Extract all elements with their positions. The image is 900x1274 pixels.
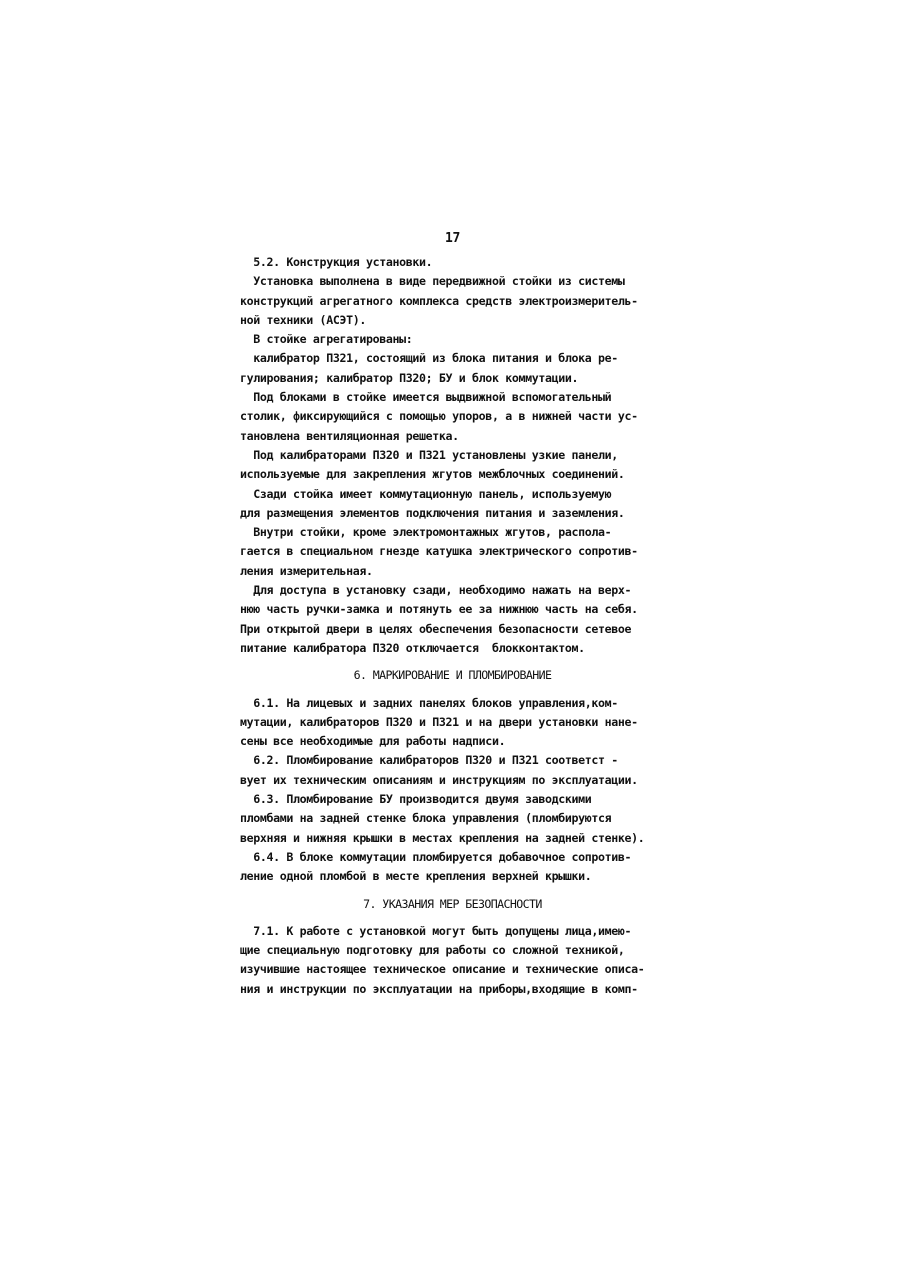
text-line: сены все необходимые для работы надписи.: [240, 734, 506, 749]
text-line: используемые для закрепления жгутов межблочных соединений.: [240, 467, 625, 482]
text-line: ной техники (АСЭТ).: [240, 312, 366, 327]
text-line: гулирования; калибратор П320; БУ и блок коммутации.: [240, 370, 579, 385]
text-line: ния и инструкции по эксплуатации на приборы,входящие в комп-: [240, 981, 638, 996]
text-line: столик, фиксирующийся с помощью упоров, а в нижней части ус-: [240, 409, 638, 424]
text-line: конструкций агрегатного комплекса средств электроизмеритель-: [240, 293, 638, 308]
text-line: пломбами на задней стенке блока управления (пломбируются: [240, 811, 612, 826]
section-7-heading: 7. УКАЗАНИЯ МЕР БЕЗОПАСНОСТИ: [363, 896, 542, 911]
section-6-heading: 6. МАРКИРОВАНИЕ И ПЛОМБИРОВАНИЕ: [353, 668, 552, 683]
text-line: нюю часть ручки-замка и потянуть ее за нижнюю часть на себя.: [240, 602, 638, 617]
text-line: Под блоками в стойке имеется выдвижной вспомогательный: [240, 390, 612, 405]
text-line: Для доступа в установку сзади, необходимо нажать на верх-: [240, 583, 632, 598]
text-line: верхняя и нижняя крышки в местах крепления на задней стенке).: [240, 830, 645, 845]
text-line: 6.2. Пломбирование калибраторов П320 и П321 соответст -: [240, 753, 618, 768]
text-line: 7.1. К работе с установкой могут быть допущены лица,имею-: [240, 923, 632, 938]
text-line: мутации, калибраторов П320 и П321 и на двери установки нане-: [240, 714, 638, 729]
page-text: [240, 228, 665, 999]
text-line: тановлена вентиляционная решетка.: [240, 428, 459, 443]
text-line: 6.4. В блоке коммутации пломбируется добавочное сопротив-: [240, 849, 632, 864]
text-line: 6.1. На лицевых и задних панелях блоков управления,ком-: [240, 695, 618, 710]
text-line: ление одной пломбой в месте крепления верхней крышки.: [240, 869, 592, 884]
text-line: Сзади стойка имеет коммутационную панель, используемую: [240, 486, 612, 501]
text-line: ления измерительная.: [240, 563, 373, 578]
text-line: вует их техническим описаниям и инструкциям по эксплуатации.: [240, 772, 638, 787]
section-6: [240, 694, 665, 887]
section-7: [240, 922, 665, 999]
text-line: 5.2. Конструкция установки.: [240, 255, 433, 269]
text-line: изучившие настоящее техническое описание и технические описа-: [240, 962, 645, 977]
text-line: питание калибратора П320 отключается блокконтактом.: [240, 640, 585, 655]
text-line: 6.3. Пломбирование БУ производится двумя заводскими: [240, 792, 592, 807]
text-line: гается в специальном гнезде катушка электрического сопротив-: [240, 544, 638, 559]
text-line: Внутри стойки, кроме электромонтажных жгутов, распола-: [240, 525, 612, 540]
text-line: Установка выполнена в виде передвижной стойки из системы: [240, 274, 625, 289]
text-line: В стойке агрегатированы:: [240, 332, 413, 347]
text-line: калибратор П321, состоящий из блока питания и блока ре-: [240, 351, 618, 366]
section-5-2: [240, 253, 665, 658]
text-line: При открытой двери в целях обеспечения безопасности сетевое: [240, 621, 632, 636]
text-line: для размещения элементов подключения питания и заземления.: [240, 505, 625, 520]
text-line: щие специальную подготовку для работы со сложной техникой,: [240, 943, 625, 958]
page-number: 17: [445, 231, 460, 246]
text-line: Под калибраторами П320 и П321 установлены узкие панели,: [240, 447, 618, 462]
